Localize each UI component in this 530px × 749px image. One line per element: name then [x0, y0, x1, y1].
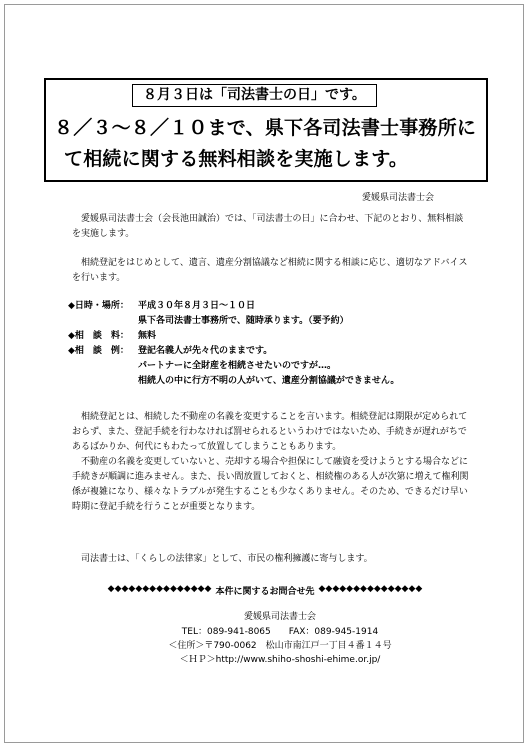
contact-header [70, 584, 460, 597]
detail-value: 無料 [138, 331, 157, 341]
diamond-divider: ◆◆◆◆◆◆◆◆◆◆◆◆◆◆◆ [318, 584, 423, 594]
explanation-paragraph [72, 410, 472, 515]
explanation-line: 係が複雑になり、様々なトラブルが発生することも少なくありません。そのため、できるだけ早い [72, 487, 468, 497]
issuer-name: 愛媛県司法書士会 [361, 193, 434, 203]
detail-value: 平成３０年８月３日～１０日 [138, 301, 256, 311]
explanation-line: 手続きが順調に進みません。また、長い間放置しておくと、相続権のある人が次第に増えて権利関 [72, 472, 469, 482]
explanation-line: 不動産の名義を変更していないと、売却する場合や担保にして融資を受けようとする場合などに [72, 457, 469, 467]
explanation-line: 相続登記とは、相続した不動産の名義を変更することを言います。相続登記は期限が定められて [72, 412, 468, 422]
detail-value: 登記名義人が先々代のままです。 [138, 346, 273, 356]
detail-heading: ◆相 談 料： [68, 331, 129, 341]
description-line-2: を行います。 [72, 273, 126, 283]
intro-line-2: を実施します。 [72, 229, 135, 239]
explanation-line: 時期に登記手続を行うことが重要となります。 [72, 502, 261, 512]
date-tag: ８月３日は「司法書士の日」です。 [132, 84, 377, 107]
explanation-line: おらず、また、登記手続を行わなければ罰せられるというわけではないため、手続きが遅れがちで [72, 427, 467, 437]
detail-value: 県下各司法書士事務所で、随時承ります。（要予約） [138, 316, 349, 326]
contact-org: 愛媛県司法書士会 [243, 612, 316, 622]
detail-value: 相続人の中に行方不明の人がいて、遺産分割協議ができません。 [138, 376, 400, 386]
detail-value: パートナーに全財産を相続させたいのですが…。 [138, 361, 337, 371]
closing-paragraph [72, 552, 472, 567]
contact-label: 本件に関するお問合せ先 [215, 587, 315, 597]
contact-address: ＜住所＞〒790-0062 松山市南江戸一丁目４番１４号 [168, 641, 392, 651]
contact-phone-fax: TEL：089-941-8065 FAX：089-945-1914 [181, 627, 379, 637]
headline-line-1: ８／３～８／１０まで、県下各司法書士事務所に [54, 117, 477, 139]
headline-line-2: て相続に関する無料相談を実施します。 [64, 148, 409, 170]
description-line-1: 相続登記をはじめとして、遺言、遺産分割協議など相続に関する相談に応じ、適切なアドバイス [72, 258, 468, 268]
intro-line-1: 愛媛県司法書士会（会長池田誠治）では、「司法書士の日」に合わせ、下記のとおり、無料相談 [72, 214, 464, 224]
closing-line: 司法書士は、「くらしの法律家」として、市民の権利擁護に寄与します。 [72, 554, 373, 564]
explanation-line: あるばかりか、何代にもわたって放置してしまうこともあります。 [72, 442, 342, 452]
detail-heading: ◆日時・場所： [68, 301, 129, 311]
contact-homepage-link[interactable]: ＜ＨＰ＞http://www.shiho-shoshi-ehime.or.jp/ [179, 655, 381, 665]
diamond-divider: ◆◆◆◆◆◆◆◆◆◆◆◆◆◆◆ [107, 584, 212, 594]
description-paragraph [72, 256, 472, 286]
detail-heading: ◆相 談 例： [68, 346, 129, 356]
intro-paragraph [72, 212, 472, 242]
